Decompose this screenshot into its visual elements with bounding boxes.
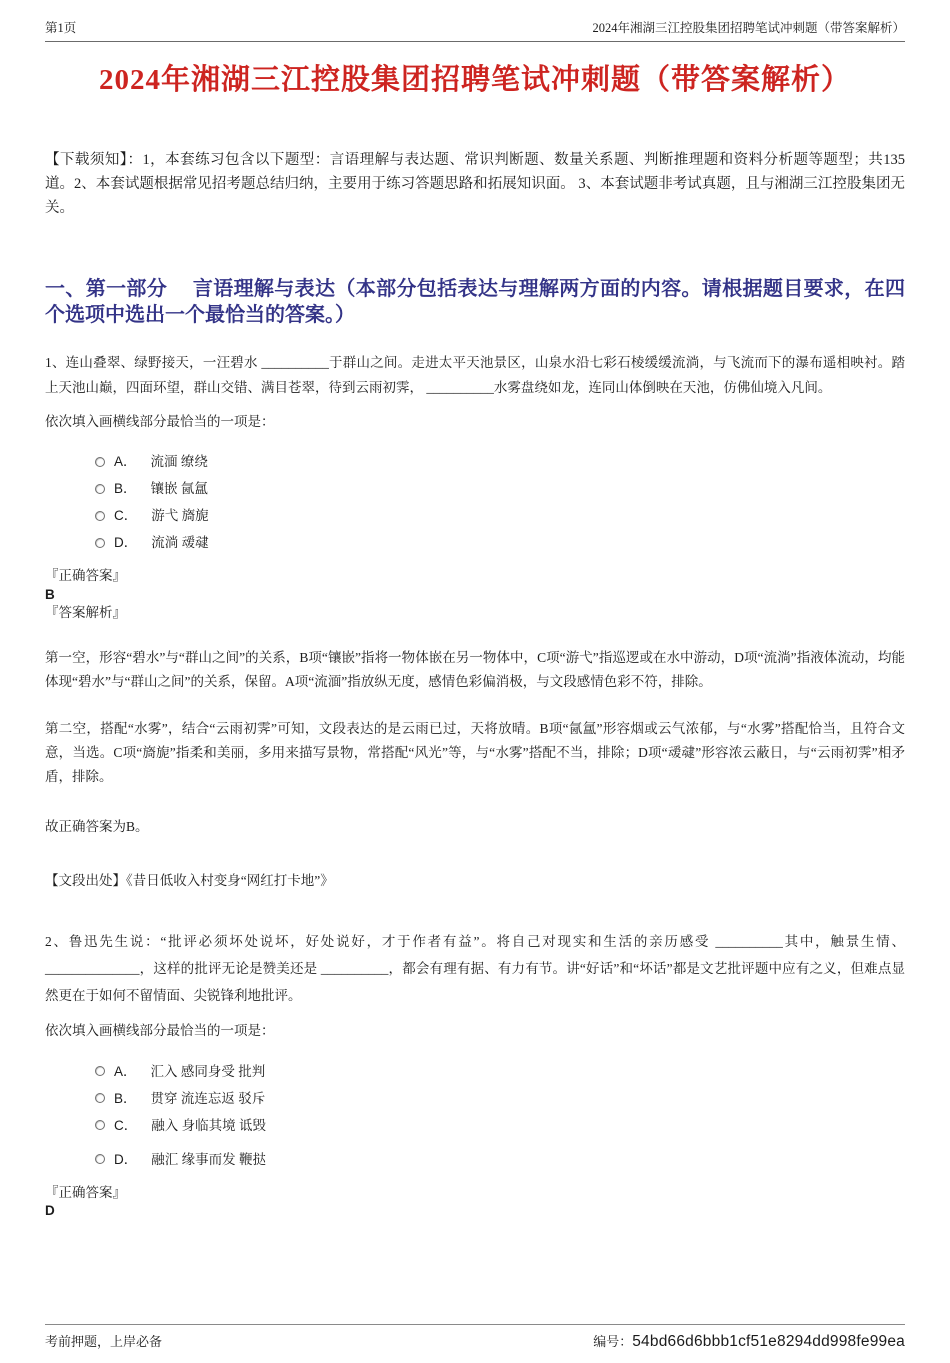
doc-code-value: 54bd66d6bbb1cf51e8294dd998fe99ea bbox=[632, 1333, 905, 1350]
option-text: 流湎 缭绕 bbox=[150, 454, 208, 469]
page-number: 第1页 bbox=[45, 21, 77, 35]
question-2 bbox=[45, 928, 905, 1221]
doc-title: 2024年湘湖三江控股集团招聘笔试冲刺题（带答案解析） bbox=[98, 64, 851, 96]
question-1-option-b[interactable] bbox=[45, 475, 905, 502]
analysis-conclusion: 故正确答案为B。 bbox=[45, 818, 149, 834]
radio-button-icon[interactable] bbox=[95, 1120, 105, 1130]
option-text: 融入 身临其境 诋毁 bbox=[151, 1117, 266, 1133]
analysis-paragraph-1: 第一空，形容“碧水”与“群山之间”的关系，B项“镶嵌”指将一物体嵌在另一物体中，C项“游弋”指巡逻或在水中游动，D项“流淌”指液体流动，均能体现“碧水”与“群山之间”的关系，保留。A项“流湎”指放纵无度，感情色彩偏消极，与文段感情色彩不符，排除。 bbox=[45, 649, 905, 689]
radio-button-icon[interactable] bbox=[95, 1066, 105, 1076]
question-2-option-c[interactable] bbox=[45, 1112, 905, 1139]
option-letter: A． bbox=[114, 454, 137, 469]
option-letter: C． bbox=[114, 508, 138, 523]
radio-button-icon[interactable] bbox=[95, 484, 105, 494]
option-letter: D． bbox=[114, 535, 138, 550]
option-letter: D． bbox=[114, 1151, 138, 1167]
analysis-paragraph-2: 第二空，搭配“水雾”，结合“云雨初霁”可知，文段表达的是云雨已过，天将放晴。B项“氤氲”形容烟或云气浓郁，与“水雾”搭配恰当，且符合文意，当选。C项“旖旎”指柔和美丽，多用来描写景物，常搭配“风光”等，与“水雾”搭配不当，排除；D项“叆叇”形容浓云蔽日，与“云雨初霁”相矛盾，排除。 bbox=[45, 720, 905, 784]
question-1-options bbox=[45, 448, 905, 556]
question-1-option-c[interactable] bbox=[45, 502, 905, 529]
question-2-option-a[interactable] bbox=[45, 1058, 905, 1085]
question-1-stem: 1、连山叠翠、绿野接天，一汪碧水 __________于群山之间。走进太平天池景区，山泉水沿七彩石棱缓缓流淌，与飞流而下的瀑布遥相映衬。踏上天池山巅，四面环望，群山交错、满目苍翠，待到云雨初霁， __________水雾盘绕如龙，连同山体倒映在天池，仿佛仙境入凡间。 bbox=[45, 355, 905, 395]
correct-answer-label: 『正确答案』 bbox=[45, 568, 126, 583]
doc-code-label: 编号： bbox=[593, 1334, 633, 1349]
page-footer bbox=[45, 1324, 905, 1351]
question-1-option-a[interactable] bbox=[45, 448, 905, 475]
option-letter: C． bbox=[114, 1117, 138, 1133]
question-1 bbox=[45, 350, 905, 893]
option-letter: B． bbox=[114, 1090, 137, 1106]
correct-answer-value: D bbox=[45, 1203, 55, 1218]
question-2-answer-block bbox=[45, 1184, 905, 1221]
radio-button-icon[interactable] bbox=[95, 1093, 105, 1103]
analysis-label: 『答案解析』 bbox=[45, 605, 126, 620]
option-text: 融汇 缘事而发 鞭挞 bbox=[151, 1151, 266, 1167]
question-2-options bbox=[45, 1058, 905, 1173]
question-2-option-d[interactable] bbox=[45, 1146, 905, 1173]
radio-button-icon[interactable] bbox=[95, 538, 105, 548]
correct-answer-label: 『正确答案』 bbox=[45, 1184, 126, 1200]
download-notice: 【下载须知】：1，本套练习包含以下题型：言语理解与表达题、常识判断题、数量关系题、判断推理题和资料分析题等题型；共135道。2、本套试题根据常见招考题总结归纳，主要用于练习答题思路和拓展知识面。 3、本套试题非考试真题，且与湘湖三江控股集团无关。 bbox=[45, 152, 905, 216]
option-text: 镶嵌 氤氲 bbox=[150, 481, 208, 496]
option-letter: B． bbox=[114, 481, 137, 496]
question-1-prompt: 依次填入画横线部分最恰当的一项是： bbox=[45, 414, 275, 429]
question-2-stem: 2、鲁迅先生说：“批评必须坏处说坏，好处说好，才于作者有益”。将自己对现实和生活的亲历感受 __________其中，触景生情、______________，这样的批评无论是赞美还是 __________，都会有理有据、有力有节。讲“好话”和“坏话”都是文艺批评题中应有之义，但难点显然更在于如何不留情面、尖锐锋利地批评。 bbox=[45, 933, 905, 1003]
radio-button-icon[interactable] bbox=[95, 457, 105, 467]
page-header bbox=[45, 18, 905, 42]
passage-source: 【文段出处】《昔日低收入村变身“网红打卡地”》 bbox=[45, 872, 334, 888]
correct-answer-value: B bbox=[45, 586, 55, 602]
question-1-answer-block bbox=[45, 567, 905, 623]
radio-button-icon[interactable] bbox=[95, 511, 105, 521]
doc-code bbox=[593, 1331, 905, 1351]
document-page bbox=[0, 18, 950, 1363]
section-heading: 一、第一部分 言语理解与表达（本部分包括表达与理解两方面的内容。请根据题目要求，在四个选项中选出一个最恰当的答案。） bbox=[45, 278, 905, 326]
header-doc-title: 2024年湘湖三江控股集团招聘笔试冲刺题（带答案解析） bbox=[592, 21, 905, 35]
option-text: 汇入 感同身受 批判 bbox=[150, 1063, 266, 1079]
question-1-option-d[interactable] bbox=[45, 529, 905, 556]
radio-button-icon[interactable] bbox=[95, 1154, 105, 1164]
option-text: 流淌 叆叇 bbox=[151, 535, 209, 550]
option-letter: A． bbox=[114, 1063, 137, 1079]
footer-slogan: 考前押题，上岸必备 bbox=[45, 1334, 163, 1349]
question-2-option-b[interactable] bbox=[45, 1085, 905, 1112]
option-text: 游弋 旖旎 bbox=[151, 508, 209, 523]
option-text: 贯穿 流连忘返 驳斥 bbox=[150, 1090, 266, 1106]
question-2-prompt: 依次填入画横线部分最恰当的一项是： bbox=[45, 1022, 275, 1038]
